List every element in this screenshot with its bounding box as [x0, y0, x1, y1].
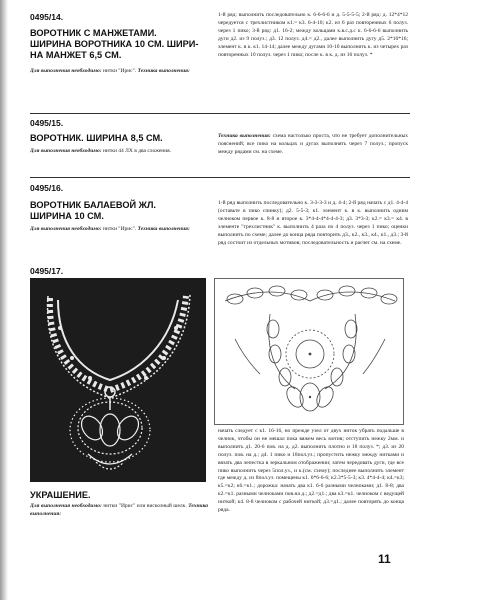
page-number: 11 [378, 552, 391, 566]
materials-text: нитки "Ирис". [102, 68, 137, 74]
section-title-14-line2: ШИРИНА ВОРОТНИКА 10 СМ. ШИРИ- [30, 39, 199, 49]
technique-label: Техника выполнения: [30, 503, 208, 517]
section-17-technique-text: начать следует с к1. 16-16, но прежде узел от двух ниток убрать подальше в челнок, чтобы он не мешал пока вяжем весь мотив; отступить нежку 2мм. и выполнить д1. 20-6 пов. на д. д2. выполнить плотно и 18 полуз. *; д3. из 20 полуз. пов. на д.; д4. 1 пико и 18пол.уз.; пропустить нежку между нитками и вязать два лепестка в зеркальном отображении; затем чередовать дуги, где все пико выполнить через 5пол.уз., и к.(см. схему); последнее выполнить элемент где между д. из 8пол.уз. помещены к1. 6*6-6-6; к2.3*5-5-3; к3. 4*4-4-4; к4.=к3; к5.=к2; к6.=к1.; дорожка: начать два к1. 6-6 разными челноками; д1. 8-8; два к2.=к1. разными челноками пов.на д.; д2.=д1.; два к3.=к1. челноком с ведущей ниткой; к4. 8-8 челноком с рабочей ниткой; д3.=д1.; далее повторять до конца ряда. [218, 428, 404, 514]
section-15-technique [218, 133, 408, 169]
materials-label: Для выполнения необходимо: [30, 68, 102, 74]
section-title-14-line3: НА МАНЖЕТ 6,5 СМ. [30, 50, 122, 60]
tatting-diagram [214, 278, 404, 425]
section-15-materials [30, 148, 208, 168]
technique-label: Техника выполнения: [137, 226, 190, 232]
section-16-text-left [30, 226, 208, 264]
section-divider [30, 113, 410, 114]
section-title-15: ВОРОТНИК. ШИРИНА 8,5 СМ. [30, 133, 163, 143]
section-code-15: 0495/15. [30, 118, 64, 128]
materials-label: Для выполнения необходимо: [30, 503, 102, 509]
materials-label: Для выполнения необходимо: [30, 226, 102, 232]
section-title-17: УКРАШЕНИЕ. [30, 490, 91, 500]
section-code-17: 0495/17. [30, 266, 64, 276]
tatting-scheme-drawing [215, 279, 403, 424]
lace-necklace-photo [30, 278, 206, 482]
materials-label: Для выполнения необходимо: [30, 148, 102, 154]
section-17-text-left [30, 503, 208, 583]
materials-text: нитки "Ирис". [102, 226, 137, 232]
section-16-technique-text: 1-й ряд выполнить последовательно к. 3-3-3-3 и д. 4-4; 2-й ряд начать с д1. 4-4-4 (оставьте в пико спинку); д2. 5-5-3; к1. элемент к. в к. выполнить одним челноком первое к. 8-8 и второе к. 3*4-4-4*4-4-4-3; д3. 3*3-3; к2.= к3.= к4. в элементе "трехлистник" к. выполнить 4 раза по 4 полуз. через 1 пико; оценки выполнить по схеме; далее до конца ряда повторить д3., к2., к3., к4., к1., д3.; 3-й ряд состоит из отдельных мотивов; последовательность и расчет см. на схеме. [218, 200, 408, 246]
materials-text: нитки "Ирис" или вискозный шелк. [103, 503, 187, 509]
technique-text: схема настолько проста, что не требует дополнительных пояснений; все пико на кольцах и дугах выполнять через 7 полуз.; пропуск между рядами см. на схеме. [218, 133, 408, 155]
technique-label: Техника выполнения: [137, 68, 190, 74]
section-title-16-line1: ВОРОТНИК БАЛАЕВОЙ ЖЛ. [30, 200, 156, 210]
page-binding-edge [0, 0, 8, 600]
section-code-16: 0495/16. [30, 183, 64, 193]
section-title-16-line2: ШИРИНА 10 СМ. [30, 211, 104, 221]
section-divider [30, 177, 410, 178]
materials-text: нитки 44 ЛХ в два сложения. [102, 148, 172, 154]
technique-label: Техника выполнения: [218, 133, 271, 139]
section-14-technique-text: 1-й ряд: выполнить последовательно к. 6-6-6-6 и д. 5-5-5-5; 2-й ряд: д. 12*4*12 чередуется с трехлистником к1.= к3. 6-4-10; к2. из 6 раз повторенных 6 полуз. через 1 пико; 3-й ряд: д1. 16-2; между кольцами к.в.с.д.с к. 6-6-6-6 выполнить дуги д2. из 9 полуз.; д3. 12 полуз. д4.= д2., далее выполнить дугу д5. 2*16*16; элемент к. в к. к1. 14-14; далее между дугами 10-10 выполнить к. из четырех раз повторенных 10 полуз. через 1 пико; после к. в к. д. из 16 полуз. * [218, 12, 408, 58]
section-title-14-line1: ВОРОТНИК С МАНЖЕТАМИ. [30, 28, 157, 38]
section-code-14: 0495/14. [30, 12, 64, 22]
lace-necklace-illustration [30, 278, 206, 482]
